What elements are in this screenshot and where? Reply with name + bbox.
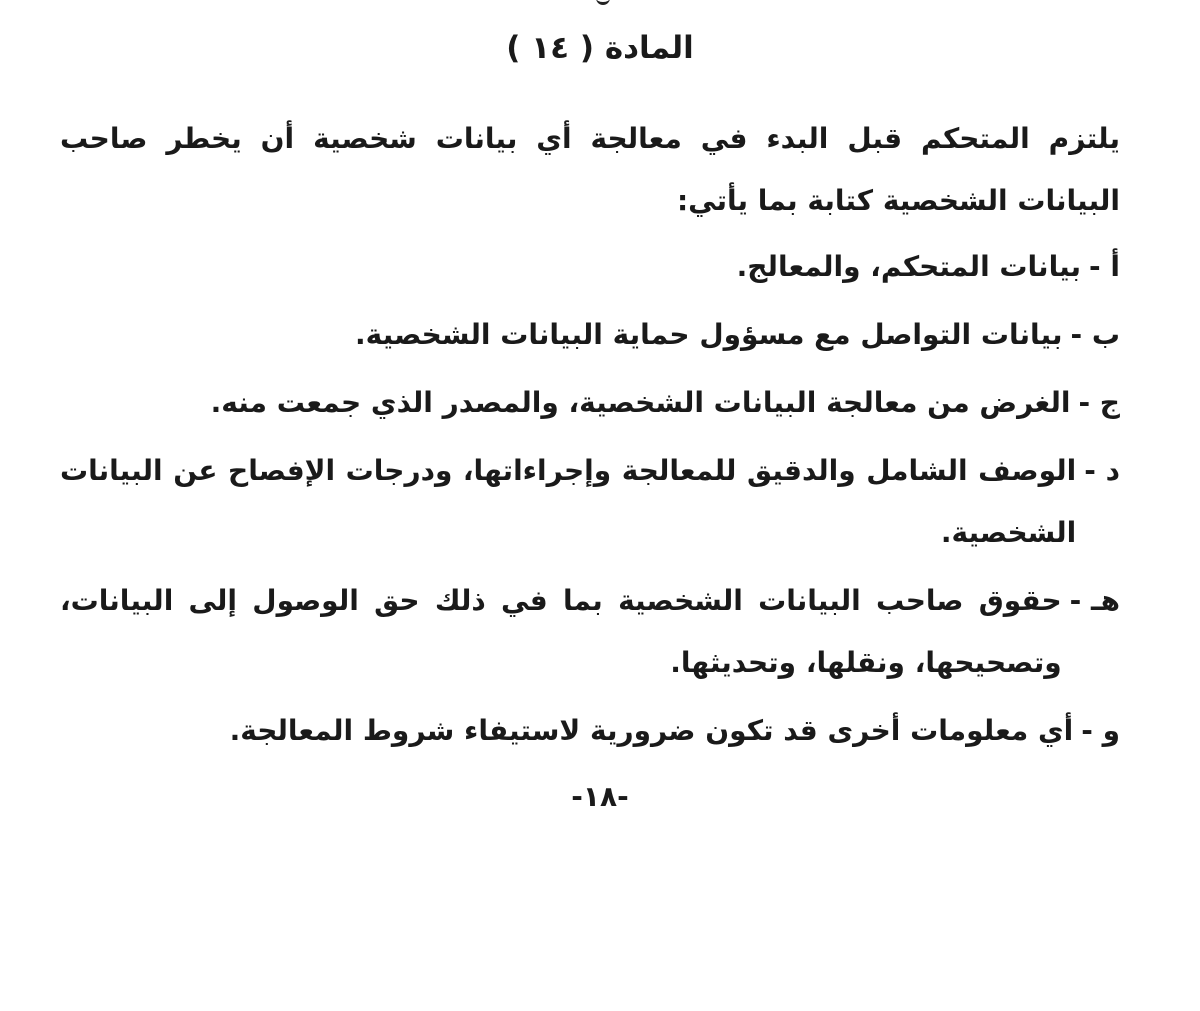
item-marker: ج - xyxy=(1078,386,1120,419)
list-item xyxy=(60,236,1120,298)
item-text: بيانات التواصل مع مسؤول حماية البيانات الشخصية. xyxy=(355,318,1063,351)
item-text: الوصف الشامل والدقيق للمعالجة وإجراءاتها، ودرجات الإفصاح عن البيانات الشخصية. xyxy=(60,454,1077,549)
item-marker: ب - xyxy=(1070,318,1120,351)
item-text: الغرض من معالجة البيانات الشخصية، والمصدر الذي جمعت منه. xyxy=(210,386,1071,419)
item-marker: أ - xyxy=(1089,250,1120,283)
list-item xyxy=(60,700,1120,762)
page-number: -١٨- xyxy=(571,780,629,813)
article-body xyxy=(60,108,1120,768)
list-item xyxy=(60,570,1120,694)
cropped-text-fragment xyxy=(596,0,610,5)
list-item xyxy=(60,304,1120,366)
item-marker: هـ - xyxy=(1069,584,1120,617)
item-text: حقوق صاحب البيانات الشخصية بما في ذلك حق الوصول إلى البيانات، وتصحيحها، ونقلها، وتحديثها. xyxy=(60,584,1062,679)
item-marker: و - xyxy=(1081,714,1120,747)
item-text: أي معلومات أخرى قد تكون ضرورية لاستيفاء شروط المعالجة. xyxy=(229,714,1074,747)
item-text: بيانات المتحكم، والمعالج. xyxy=(736,250,1082,283)
article-title: المادة ( ١٤ ) xyxy=(506,30,694,66)
item-marker: د - xyxy=(1084,454,1120,487)
list-item xyxy=(60,372,1120,434)
list-item xyxy=(60,440,1120,564)
article-intro: يلتزم المتحكم قبل البدء في معالجة أي بيانات شخصية أن يخطر صاحب البيانات الشخصية كتابة بما يأتي: xyxy=(60,122,1120,217)
article-items-list xyxy=(60,236,1120,762)
